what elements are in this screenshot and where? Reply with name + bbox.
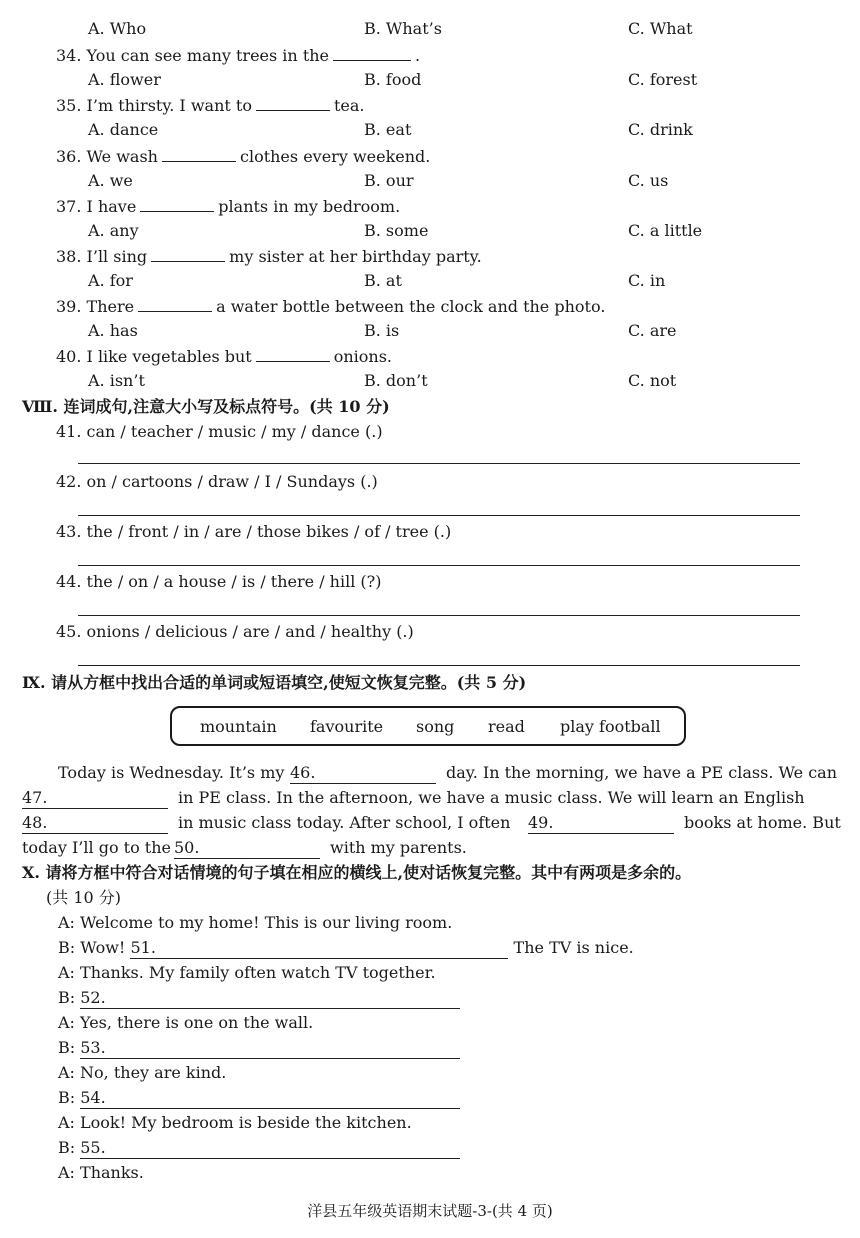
question-35: 35. I’m thirsty. I want to tea.: [56, 96, 365, 115]
passage-text: in music class today. After school, I often: [178, 813, 511, 832]
blank-53[interactable]: 53.: [80, 1038, 460, 1059]
q34-option-b: B. food: [364, 70, 422, 89]
q35-option-a: A. dance: [88, 120, 159, 139]
q33-option-a: A. Who: [88, 19, 147, 38]
word-bank-item: mountain: [200, 717, 277, 736]
blank-48[interactable]: 48.: [22, 812, 168, 834]
dialogue-line: A: Welcome to my home! This is our living room.: [58, 913, 453, 932]
section-10-points: (共 10 分): [46, 888, 122, 907]
dialogue-line: B: 55.: [58, 1137, 460, 1159]
question-34: 34. You can see many trees in the .: [56, 46, 421, 65]
dialogue-line: A: No, they are kind.: [58, 1063, 227, 1082]
passage-text: in PE class. In the afternoon, we have a music class. We will learn an English: [178, 788, 805, 807]
q35-option-c: C. drink: [628, 120, 693, 139]
q40-option-c: C. not: [628, 371, 677, 390]
blank-50[interactable]: 50.: [174, 837, 320, 859]
q38-option-c: C. in: [628, 271, 666, 290]
answer-line-44[interactable]: [78, 615, 800, 616]
q35-option-b: B. eat: [364, 120, 412, 139]
word-bank-item: read: [488, 717, 525, 736]
section-8-title: Ⅷ. 连词成句,注意大小写及标点符号。(共 10 分): [22, 397, 390, 416]
dialogue-line: B: 54.: [58, 1087, 460, 1109]
passage-text: Today is Wednesday. It’s my: [58, 763, 285, 782]
passage-text: books at home. But: [684, 813, 841, 832]
answer-blank[interactable]: [333, 44, 411, 61]
blank-54[interactable]: 54.: [80, 1088, 460, 1109]
word-bank-item: favourite: [310, 717, 384, 736]
q38-option-b: B. at: [364, 271, 402, 290]
passage-text: today I’ll go to the: [22, 838, 172, 857]
dialogue-line: A: Thanks.: [58, 1163, 144, 1182]
blank-47[interactable]: 47.: [22, 787, 168, 809]
passage-text: with my parents.: [330, 838, 467, 857]
dialogue-line: B: Wow! 51. The TV is nice.: [58, 938, 634, 957]
q38-option-a: A. for: [88, 271, 133, 290]
blank-52[interactable]: 52.: [80, 988, 460, 1009]
question-36: 36. We wash clothes every weekend.: [56, 147, 431, 166]
answer-line-43[interactable]: [78, 565, 800, 566]
q33-option-b: B. What’s: [364, 19, 442, 38]
q33-option-c: C. What: [628, 19, 693, 38]
q36-option-c: C. us: [628, 171, 669, 190]
answer-blank[interactable]: [151, 245, 225, 262]
answer-blank[interactable]: [256, 345, 330, 362]
dialogue-line: B: 53.: [58, 1037, 460, 1059]
q40-option-b: B. don’t: [364, 371, 428, 390]
question-39: 39. There a water bottle between the clock and the photo.: [56, 297, 606, 316]
question-38: 38. I’ll sing my sister at her birthday party.: [56, 247, 482, 266]
blank-55[interactable]: 55.: [80, 1138, 460, 1159]
question-44: 44. the / on / a house / is / there / hill (?): [56, 572, 382, 591]
dialogue-line: A: Thanks. My family often watch TV together.: [58, 963, 436, 982]
word-bank-box: [170, 706, 686, 746]
question-45: 45. onions / delicious / are / and / healthy (.): [56, 622, 414, 641]
dialogue-line: B: 52.: [58, 987, 460, 1009]
question-42: 42. on / cartoons / draw / I / Sundays (.): [56, 472, 378, 491]
answer-blank[interactable]: [138, 295, 212, 312]
q36-option-b: B. our: [364, 171, 414, 190]
question-37: 37. I have plants in my bedroom.: [56, 197, 401, 216]
answer-line-42[interactable]: [78, 515, 800, 516]
page-footer: 洋县五年级英语期末试题-3-(共 4 页): [307, 1202, 553, 1220]
answer-line-45[interactable]: [78, 665, 800, 666]
q37-option-c: C. a little: [628, 221, 703, 240]
question-43: 43. the / front / in / are / those bikes / of / tree (.): [56, 522, 452, 541]
q37-option-b: B. some: [364, 221, 429, 240]
section-10-title: Ⅹ. 请将方框中符合对话情境的句子填在相应的横线上,使对话恢复完整。其中有两项是多余的。: [22, 863, 692, 882]
question-41: 41. can / teacher / music / my / dance (.): [56, 422, 383, 441]
q39-option-a: A. has: [88, 321, 138, 340]
blank-51[interactable]: 51.: [130, 938, 508, 959]
dialogue-line: A: Yes, there is one on the wall.: [58, 1013, 314, 1032]
blank-46[interactable]: 46.: [290, 762, 436, 784]
question-40: 40. I like vegetables but onions.: [56, 347, 393, 366]
q36-option-a: A. we: [88, 171, 133, 190]
passage-text: day. In the morning, we have a PE class. We can: [446, 763, 838, 782]
q34-option-c: C. forest: [628, 70, 698, 89]
q37-option-a: A. any: [88, 221, 139, 240]
answer-line-41[interactable]: [78, 463, 800, 464]
answer-blank[interactable]: [140, 195, 214, 212]
section-9-title: Ⅸ. 请从方框中找出合适的单词或短语填空,使短文恢复完整。(共 5 分): [22, 673, 527, 692]
answer-blank[interactable]: [256, 94, 330, 111]
word-bank-item: song: [416, 717, 455, 736]
word-bank-item: play football: [560, 717, 661, 736]
q39-option-c: C. are: [628, 321, 677, 340]
dialogue-line: A: Look! My bedroom is beside the kitchen.: [58, 1113, 412, 1132]
q34-option-a: A. flower: [88, 70, 161, 89]
q40-option-a: A. isn’t: [88, 371, 145, 390]
answer-blank[interactable]: [162, 145, 236, 162]
q39-option-b: B. is: [364, 321, 400, 340]
blank-49[interactable]: 49.: [528, 812, 674, 834]
